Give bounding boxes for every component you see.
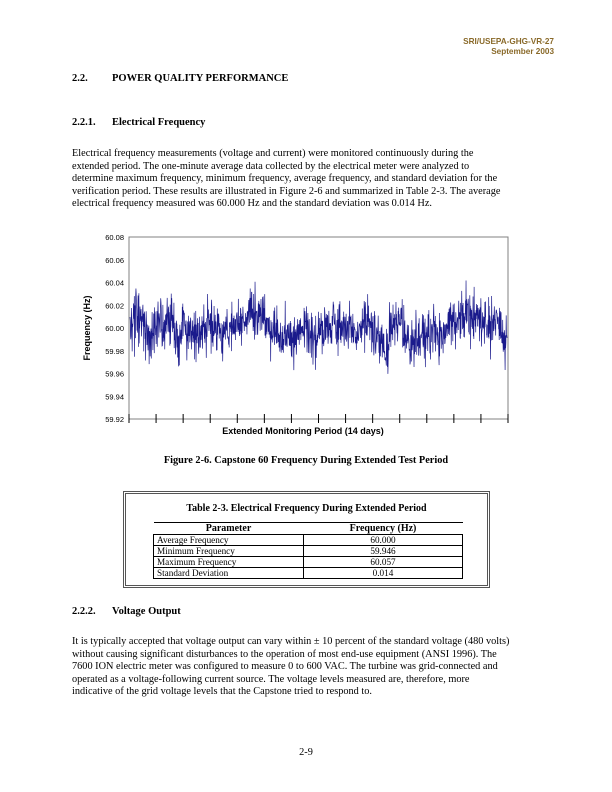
table-cell-parameter: Minimum Frequency [154, 546, 304, 557]
paragraph-voltage [72, 636, 540, 699]
paragraph-line: Electrical frequency measurements (voltage and current) were monitored continuously during the [72, 148, 474, 159]
report-id: SRI/USEPA-GHG-VR-27 [463, 37, 554, 46]
paragraph-line: electrical frequency measured was 60.000 Hz and the standard deviation was 0.014 Hz. [72, 198, 432, 209]
y-tick-label: 60.06 [105, 255, 124, 265]
y-tick-label: 59.96 [105, 369, 124, 379]
paragraph-line: It is typically accepted that voltage output can vary within ± 10 percent of the standard voltage (480 volts) [72, 636, 510, 647]
section-number: 2.2. [72, 73, 88, 84]
running-header [463, 37, 554, 57]
paragraph-line: extended period. The one-minute average data collected by the electrical meter were analyzed to [72, 160, 470, 172]
paragraph-line: without causing significant disturbances to the operation of most end-use equipment (ANSI 1996). The [72, 648, 497, 660]
table-cell-parameter: Average Frequency [154, 535, 304, 546]
table-cell-parameter: Standard Deviation [154, 568, 304, 579]
y-tick-label: 60.08 [105, 233, 124, 242]
column-header: Frequency (Hz) [304, 523, 463, 535]
y-tick-label: 59.98 [105, 346, 124, 356]
y-tick-label: 59.94 [105, 392, 124, 402]
y-tick-label: 60.02 [105, 301, 124, 311]
subsection-heading-voltage [72, 606, 181, 617]
y-axis-label: Frequency (Hz) [82, 295, 92, 361]
table-row [154, 546, 463, 557]
table-cell-value: 60.057 [304, 557, 463, 568]
paragraph-line: verification period. These results are illustrated in Figure 2-6 and summarized in Table 2-3. The average [72, 185, 501, 197]
subsection-title: Voltage Output [112, 606, 181, 617]
subsection-number: 2.2.1. [72, 117, 96, 128]
figure-caption: Figure 2-6. Capstone 60 Frequency During Extended Test Period [163, 455, 449, 466]
table-cell-value: 60.000 [304, 535, 463, 546]
table-header-row [154, 523, 463, 535]
table-row [154, 568, 463, 579]
y-tick-label: 59.92 [105, 415, 124, 424]
subsection-number: 2.2.2. [72, 606, 96, 617]
frequency-series-line [130, 280, 507, 373]
frequency-chart [75, 226, 515, 444]
paragraph-line: indicative of the grid voltage levels that the Capstone tried to respond to. [72, 686, 372, 697]
paragraph-line: 7600 ION electric meter was configured to measure 0 to 600 VAC. The turbine was grid-connected and [72, 661, 498, 672]
table-cell-parameter: Maximum Frequency [154, 557, 304, 568]
paragraph-line: determine maximum frequency, minimum frequency, average frequency, and standard deviation for the [72, 173, 498, 184]
page-number: 2-9 [299, 747, 313, 758]
paragraph-line: operated as a voltage-following current source. The voltage levels measured are, therefore, more [72, 673, 470, 685]
column-header: Parameter [154, 523, 304, 535]
table-cell-value: 0.014 [304, 568, 463, 579]
table-row [154, 535, 463, 546]
table-title: Table 2-3. Electrical Frequency During Extended Period [186, 503, 427, 514]
report-date: September 2003 [491, 47, 554, 56]
y-tick-label: 60.00 [105, 324, 124, 333]
section-heading [72, 73, 288, 84]
subsection-title: Electrical Frequency [112, 117, 206, 128]
section-title: POWER QUALITY PERFORMANCE [112, 73, 289, 84]
table-row [154, 557, 463, 568]
y-tick-label: 60.04 [105, 278, 124, 288]
subsection-heading-frequency [72, 117, 205, 128]
table-container [123, 491, 490, 588]
x-axis-label: Extended Monitoring Period (14 days) [222, 426, 384, 436]
table-cell-value: 59.946 [304, 546, 463, 557]
paragraph-frequency [72, 148, 540, 211]
frequency-table [153, 522, 463, 579]
